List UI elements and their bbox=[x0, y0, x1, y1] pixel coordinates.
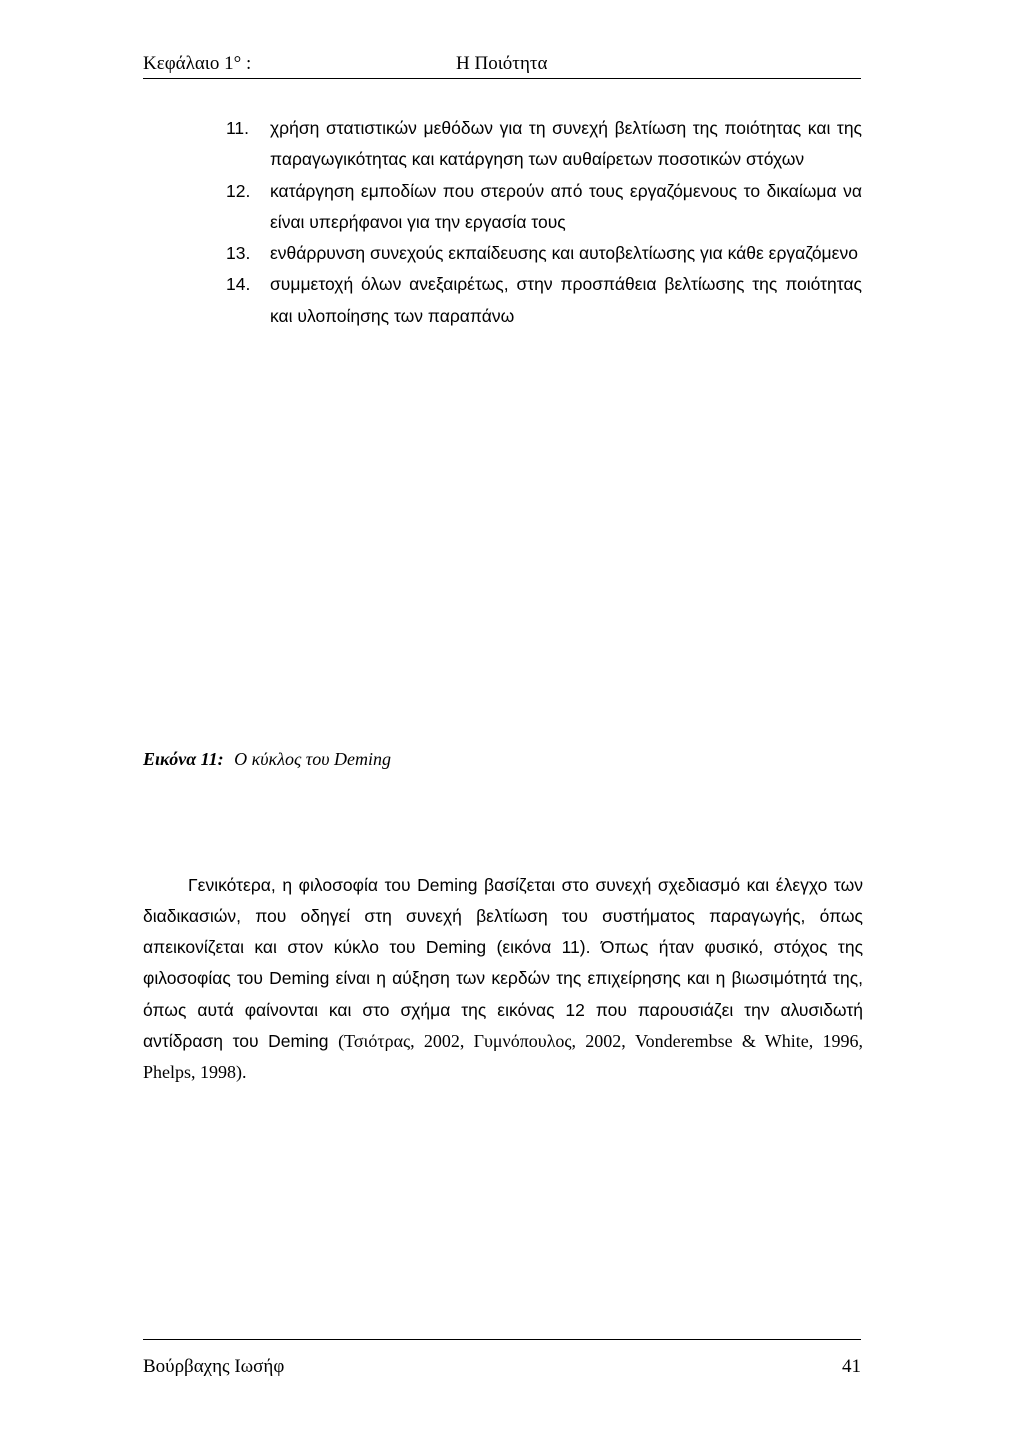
list-item bbox=[226, 238, 862, 269]
list-item-number: 14. bbox=[226, 274, 251, 295]
paragraph-text: Γενικότερα, η φιλοσοφία του Deming βασίζεται στο συνεχή σχεδιασμό και έλεγχο των διαδικασιών, που οδηγεί στη συνεχή βελτίωση του συστήματος παραγωγής, όπως απεικονίζεται και στον κύκλο του Deming (εικόνα 11). Όπως ήταν φυσικό, στόχος της φιλοσοφίας του Deming είναι η αύξηση των κερδών της επιχείρησης και η βιωσιμότητά της, όπως αυτά φαίνονται και στο σχήμα της εικόνας 12 που παρουσιάζει την αλυσιδωτή αντίδραση του Deming bbox=[143, 874, 863, 1051]
list-item-number: 13. bbox=[226, 243, 251, 264]
figure-label: Εικόνα 11: bbox=[143, 749, 224, 769]
list-item-text: ενθάρρυνση συνεχούς εκπαίδευσης και αυτοβελτίωσης για κάθε εργαζόμενο bbox=[270, 243, 858, 264]
page-number: 41 bbox=[842, 1356, 861, 1377]
figure-caption bbox=[143, 747, 863, 771]
header-rule bbox=[143, 78, 861, 79]
list-item-text: συμμετοχή όλων ανεξαιρέτως, στην προσπάθεια βελτίωσης της ποιότητας και υλοποίησης των παραπάνω bbox=[270, 274, 862, 326]
list-item bbox=[226, 176, 862, 239]
body-paragraph bbox=[143, 870, 863, 1089]
principles-list bbox=[226, 113, 862, 332]
list-item bbox=[226, 269, 862, 332]
chapter-label: Κεφάλαιο 1° : bbox=[143, 53, 252, 74]
author-name: Βούρβαχης Ιωσήφ bbox=[143, 1356, 285, 1377]
list-item bbox=[226, 113, 862, 176]
citation: (Τσιότρας, 2002, Γυμνόπουλος, 2002, Vonderembse & White, 1996, Phelps, 1998). bbox=[143, 1030, 863, 1083]
figure-title: Ο κύκλος του Deming bbox=[234, 749, 391, 769]
footer-rule bbox=[143, 1339, 861, 1340]
list-item-text: χρήση στατιστικών μεθόδων για τη συνεχή βελτίωση της ποιότητας και της παραγωγικότητας και κατάργηση των αυθαίρετων ποσοτικών στόχων bbox=[270, 118, 862, 170]
section-title: Η Ποιότητα bbox=[456, 53, 548, 74]
list-item-number: 12. bbox=[226, 180, 251, 201]
list-item-number: 11. bbox=[226, 118, 250, 138]
list-item-text: κατάργηση εμποδίων που στερούν από τους εργαζόμενους το δικαίωμα να είναι υπερήφανοι για την εργασία τους bbox=[270, 180, 862, 232]
